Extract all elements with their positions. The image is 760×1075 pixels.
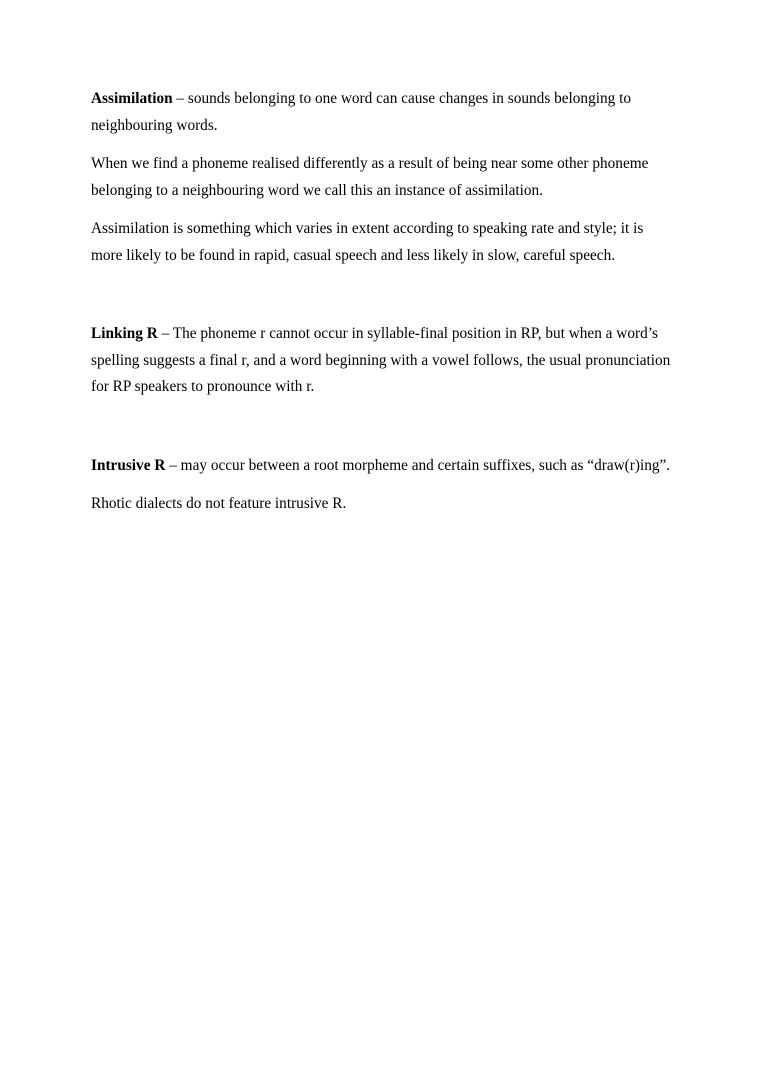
term-linking-r: Linking R (91, 325, 158, 342)
term-assimilation: Assimilation (91, 90, 173, 107)
intrusive-r-paragraph: Rhotic dialects do not feature intrusive R. (91, 495, 347, 512)
assimilation-definition-text: – sounds belonging to one word can cause changes in sounds belonging to neighbouring words. (91, 90, 631, 134)
linking-r-definition (91, 321, 671, 401)
intrusive-r-definition (91, 453, 671, 480)
term-intrusive-r: Intrusive R (91, 456, 166, 474)
document-page (91, 86, 671, 518)
assimilation-definition (91, 86, 671, 139)
assimilation-paragraph: Assimilation is something which varies in extent according to speaking rate and style; it is more likely to be found in rapid, casual speech and less likely in slow, careful speech. (91, 220, 644, 264)
intrusive-r-definition-text: – may occur between a root morpheme and certain suffixes, such as “draw(r)ing”. (165, 456, 671, 474)
assimilation-paragraph: When we find a phoneme realised differently as a result of being near some other phoneme belonging to a neighbouring word we call this an instance of assimilation. (91, 155, 649, 199)
linking-r-definition-text: – The phoneme r cannot occur in syllable-final position in RP, but when a word’s spelling suggests a final r, and a word beginning with a vowel follows, the usual pronunciation for RP speakers to pronounce with r. (91, 325, 671, 395)
